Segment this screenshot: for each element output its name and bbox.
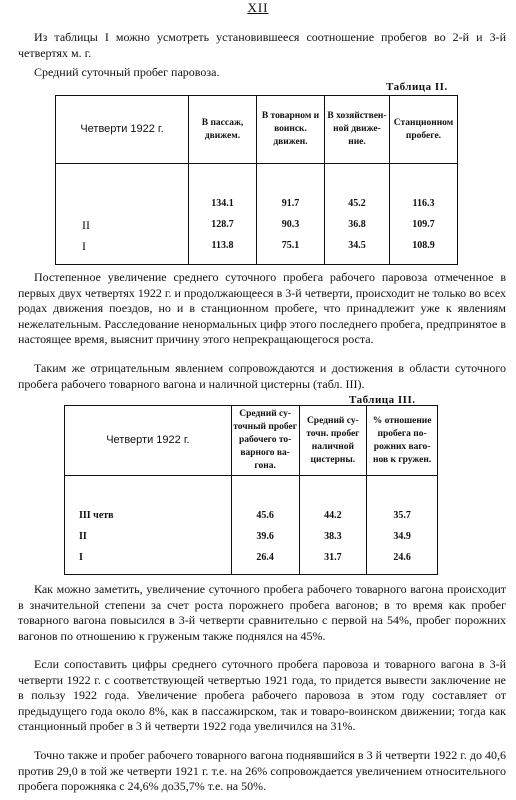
table-cell: 45.2 [348, 198, 366, 209]
table-3 [64, 405, 438, 575]
table-cell: 44.2 [324, 510, 342, 521]
table-2-row-label: II [82, 218, 90, 232]
table-3-row-label: III четв [79, 510, 114, 521]
paragraph-7: Точно также и пробег рабочего товарного вагона поднявшийся в 3 й четверти 1922 г. до 40,6 против 29,0 в той же четверти 1921 г. т.е. на 26% сопровождается увеличением относительного пробега порожняка с 24,6% до35,7% т.е. на 50%. [18, 748, 506, 794]
table-3-header-tank: Средний су- точн. пробег наличной цистерны. [299, 406, 367, 476]
table-2-row-label [82, 197, 188, 218]
table-2-col-passenger [189, 164, 257, 265]
table-cell: 128.7 [211, 219, 234, 230]
table-cell: 116.3 [412, 198, 435, 209]
table-3-col-tank [299, 476, 367, 575]
table-2-header-quarter: Четверти 1922 г. [56, 96, 189, 164]
table-cell: 91.7 [281, 198, 300, 209]
table-cell: 45.6 [256, 510, 274, 521]
table-cell: 38.3 [324, 531, 342, 542]
paragraph-6: Если сопоставить цифры среднего суточного пробега паровоза и товарного вагона в 3-й четверти 1922 г. с соответствующей четвертью 1921 года, то придется вывести заключение не в пользу 1922 года. Увеличение пробега рабочего паровоза в этом году составляет от предыдущего года около 8%, как в пассажирском, так и товаро-воинском движении; тогда как станционный пробег в 3 й четверти 1922 года увеличился на 31%. [18, 657, 506, 734]
paragraph-1: Из таблицы I можно усмотреть установившееся соотношение пробегов во 2-й и 3-й четвертях м. г. [18, 30, 506, 60]
table-2-header-service: В хозяйствен- ной движе- ние. [325, 96, 390, 164]
table-cell: 108.9 [412, 240, 435, 251]
table-2 [55, 95, 458, 265]
table-3-caption: Таблица III. [349, 394, 416, 406]
page-number: XII [247, 0, 269, 15]
table-cell: 39.6 [256, 531, 274, 542]
table-cell: 90.3 [281, 219, 300, 230]
table-3-header-quarter: Четверти 1922 г. [65, 406, 232, 476]
table-cell: 26.4 [256, 552, 274, 563]
table-3-row-label: II [79, 531, 87, 542]
table-3-header-wagon: Средний су- точный пробег рабочего то- варного ва- гона. [231, 406, 299, 476]
table-cell: 109.7 [412, 219, 435, 230]
paragraph-4: Таким же отрицательным явлением сопровождаются и достижения в области суточного пробега рабочего товарного вагона и наличной цистерны (табл. III). [18, 361, 506, 391]
table-2-col-service [325, 164, 390, 265]
table-cell: 36.8 [348, 219, 366, 230]
paragraph-3: Постепенное увеличение среднего суточного пробега рабочего паровоза отмеченное в первых двух четвертях 1922 г. и продолжающееся в 3-й четверти, происходит не только во всех родах движения поездов, но и в станционном пробеге, что принадлежит уже к явлениям нежелательным. Расследование ненормальных цифр этого последнего пробега, предпринятое в настоящее время, выяснит причину этого непрекращающегося роста. [18, 270, 506, 347]
table-2-col-station [390, 164, 458, 265]
table-cell: 75.1 [281, 240, 300, 251]
table-2-header-station: Станционном пробеге. [390, 96, 458, 164]
table-3-col-empty-ratio [367, 476, 438, 575]
paragraph-2: Средний суточный пробег паровоза. [34, 65, 220, 79]
table-cell: 113.8 [211, 240, 234, 251]
table-cell: 31.7 [324, 552, 342, 563]
table-2-col-freight [257, 164, 325, 265]
table-2-labels [56, 164, 189, 265]
table-cell: 24.6 [393, 552, 411, 563]
table-2-header-freight: В товарном и воинск. движен. [257, 96, 325, 164]
table-3-header-empty-ratio: % отношение пробега по- рожних ваго- нов к гружен. [367, 406, 438, 476]
table-3-row-label: I [79, 552, 83, 563]
table-cell: 134.1 [211, 198, 234, 209]
table-3-col-wagon [231, 476, 299, 575]
table-cell: 34.5 [348, 240, 366, 251]
table-2-row-label: I [82, 239, 86, 253]
table-3-labels [65, 476, 232, 575]
paragraph-5: Как можно заметить, увеличение суточного пробега рабочего товарного вагона происходит в значительной степени за счет роста порожнего пробега вагонов; в то время как пробег товарного вагона повысился в 3-й четверти сравнительно с первой на 54%, пробег порожних вагонов по отношению к груженым также поднялся на 45%. [18, 582, 506, 643]
table-cell: 35.7 [393, 510, 411, 521]
table-2-caption: Таблица II. [386, 81, 448, 93]
table-2-header-passenger: В пассаж, движем. [189, 96, 257, 164]
table-cell: 34.9 [393, 531, 411, 542]
